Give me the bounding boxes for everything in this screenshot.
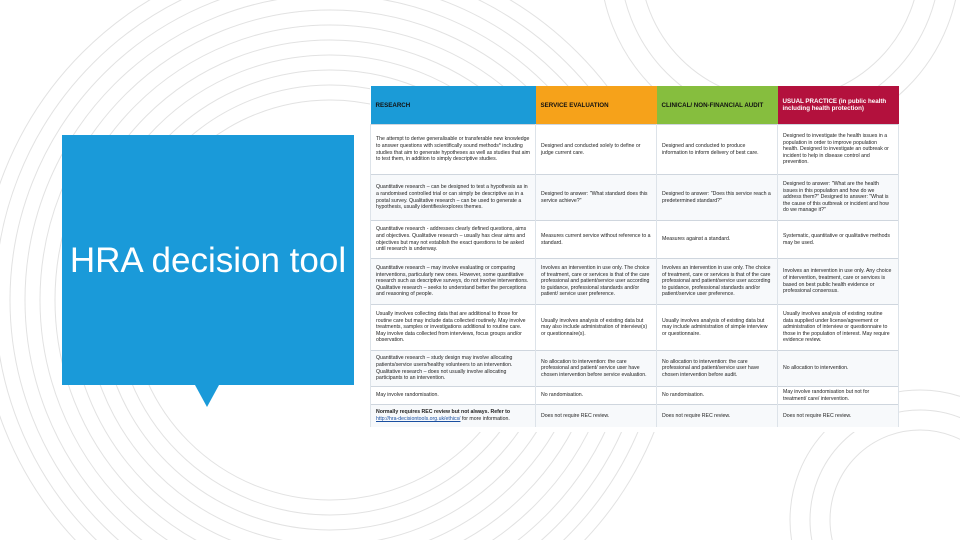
cell-usual-practice: Designed to investigate the health issues in a population in order to improve population health. Designed to investigate an outbreak or incident to help in disease control and prevention.: [778, 125, 899, 175]
cell-clinical-audit: No randomisation.: [657, 387, 778, 405]
cell-service-evaluation: Designed to answer: "What standard does this service achieve?": [536, 175, 657, 221]
header-service-evaluation: SERVICE EVALUATION: [536, 86, 657, 125]
cell-research: Quantitative research – may involve evaluating or comparing interventions, particularly new ones. However, some quantitative research such as descriptive surveys, do not involve interventions. Qualitative research – seeks to understand better the perceptions and reasoning of people.: [371, 259, 536, 305]
table-row: [371, 125, 899, 175]
decision-table: [370, 86, 899, 427]
table-row: [371, 305, 899, 351]
decision-table-image: [370, 86, 898, 432]
cell-service-evaluation: Does not require REC review.: [536, 405, 657, 427]
cell-usual-practice: Involves an intervention in use only. Any choice of intervention, treatment, care or services is based on best public health evidence or professional consensus.: [778, 259, 899, 305]
cell-research: [371, 405, 536, 427]
table-header-row: [371, 86, 899, 125]
cell-usual-practice: Designed to answer: "What are the health issues in this population and how do we address them?" Designed to answer: "What is the cause of this outbreak or incident and how do we manage it?": [778, 175, 899, 221]
cell-service-evaluation: Involves an intervention in use only. The choice of treatment, care or services is that of the care professional and patient/service user according to guidance, professional standards and/or patient/ service user preference.: [536, 259, 657, 305]
cell-usual-practice: Does not require REC review.: [778, 405, 899, 427]
table-row: [371, 221, 899, 259]
header-clinical-audit: CLINICAL/ NON-FINANCIAL AUDIT: [657, 86, 778, 125]
header-research: RESEARCH: [371, 86, 536, 125]
cell-clinical-audit: Measures against a standard.: [657, 221, 778, 259]
table-row: [371, 405, 899, 427]
cell-clinical-audit: Designed and conducted to produce information to inform delivery of best care.: [657, 125, 778, 175]
cell-research: The attempt to derive generalisable or transferable new knowledge to answer questions with scientifically sound methods* including studies that aim to generate hypotheses as well as studies that aim to test them, in addition to simply descriptive studies.: [371, 125, 536, 175]
rec-review-suffix: for more information.: [461, 415, 510, 422]
cell-usual-practice: Usually involves analysis of existing routine data supplied under license/agreement or administration of interview or questionnaire to those in the population of interest. May require evidence review.: [778, 305, 899, 351]
ethics-link[interactable]: http://hra-decisiontools.org.uk/ethics/: [376, 415, 461, 422]
table-row: [371, 351, 899, 387]
table-row: [371, 175, 899, 221]
cell-service-evaluation: No allocation to intervention: the care professional and patient/ service user have chosen intervention before service evaluation.: [536, 351, 657, 387]
rec-review-text: Normally requires REC review but not always. Refer to: [376, 409, 511, 416]
cell-research: May involve randomisation.: [371, 387, 536, 405]
cell-usual-practice: No allocation to intervention.: [778, 351, 899, 387]
cell-usual-practice: May involve randomisation but not for treatment/ care/ intervention.: [778, 387, 899, 405]
cell-service-evaluation: Measures current service without reference to a standard.: [536, 221, 657, 259]
cell-clinical-audit: Usually involves analysis of existing data but may include administration of simple interview or questionnaire.: [657, 305, 778, 351]
slide-title: HRA decision tool: [69, 241, 347, 280]
table-row: [371, 259, 899, 305]
cell-clinical-audit: Does not require REC review.: [657, 405, 778, 427]
cell-clinical-audit: Designed to answer: "Does this service reach a predetermined standard?": [657, 175, 778, 221]
cell-service-evaluation: No randomisation.: [536, 387, 657, 405]
cell-research: Quantitative research – study design may involve allocating patients/service users/healthy volunteers to an intervention. Qualitative research – does not usually involve allocating participants to an intervention.: [371, 351, 536, 387]
cell-service-evaluation: Usually involves analysis of existing data but may also include administration of interview(s) or questionnaire(s).: [536, 305, 657, 351]
header-usual-practice: USUAL PRACTICE (in public health including health protection): [778, 86, 899, 125]
cell-service-evaluation: Designed and conducted solely to define or judge current care.: [536, 125, 657, 175]
cell-research: Usually involves collecting data that are additional to those for routine care but may include data collected routinely. May involve treatments, samples or investigations additional to routine care. May involve data collected from interviews, focus groups and/or observation.: [371, 305, 536, 351]
cell-clinical-audit: No allocation to intervention: the care professional and patient/service user have chosen intervention before audit.: [657, 351, 778, 387]
title-panel-pointer: [195, 385, 219, 407]
table-row: [371, 387, 899, 405]
cell-clinical-audit: Involves an intervention in use only. The choice of treatment, care or services is that of the care professional and patient/service user according to guidance, professional standards and/or patient/service user preference.: [657, 259, 778, 305]
cell-research: Quantitative research – can be designed to test a hypothesis as in a randomised controlled trial or can simply be descriptive as in a postal survey. Qualitative research – can be used to generate a hypothesis, usually identifies/explores themes.: [371, 175, 536, 221]
cell-usual-practice: Systematic, quantitative or qualitative methods may be used.: [778, 221, 899, 259]
cell-research: Quantitative research - addresses clearly defined questions, aims and objectives. Qualitative research – usually has clear aims and objectives but may not establish the exact questions to be asked until research is underway.: [371, 221, 536, 259]
